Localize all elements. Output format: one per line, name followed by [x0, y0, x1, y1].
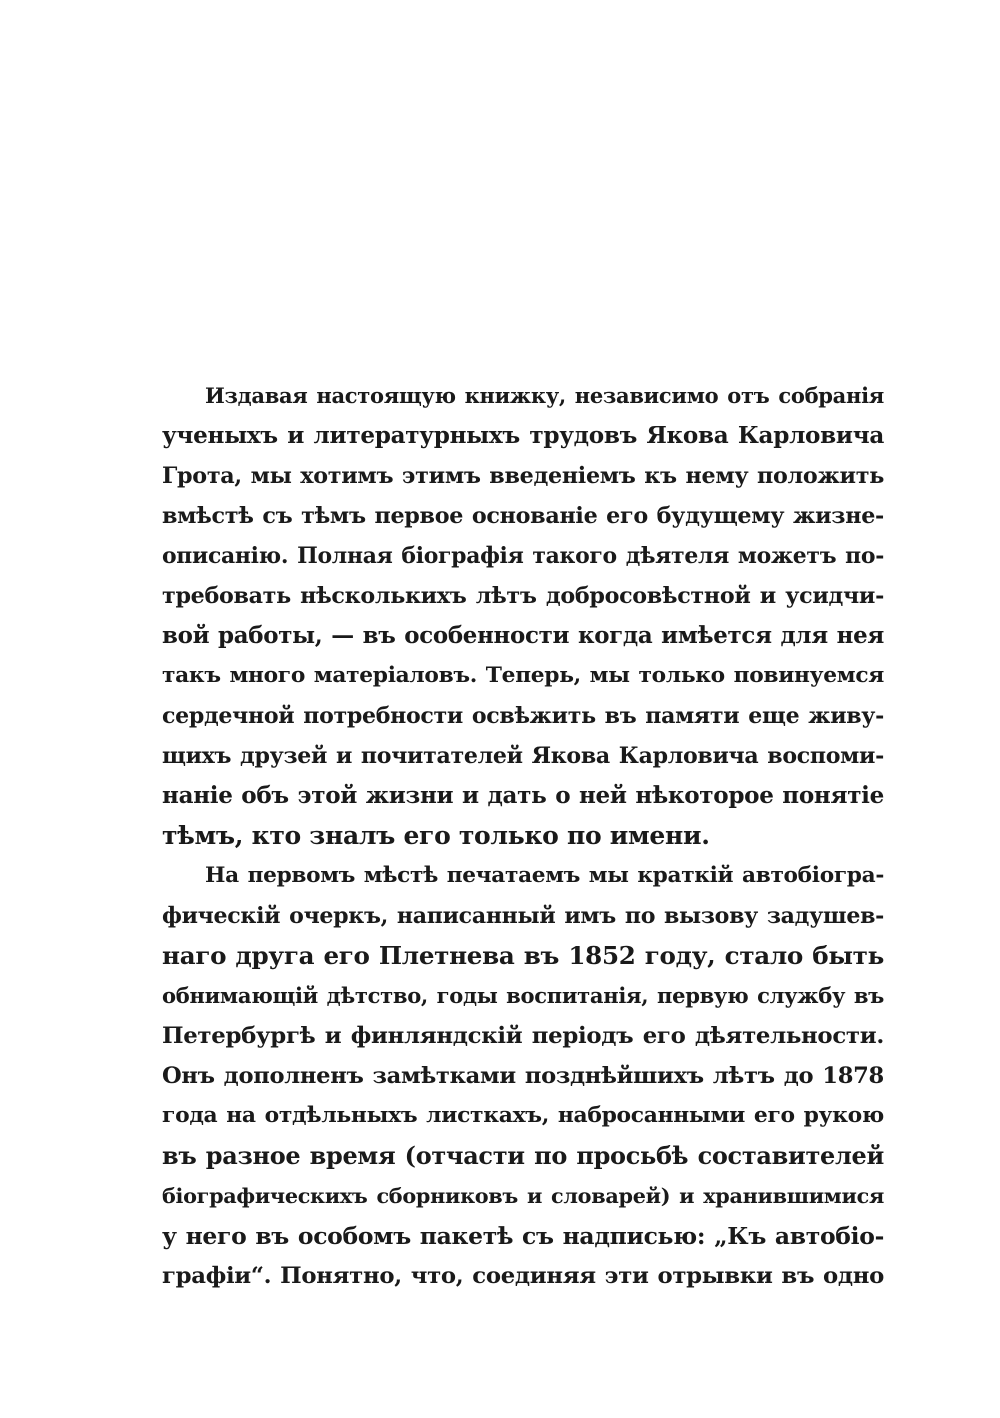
- text-line: описанію. Полная біографія такого дѣятеля можетъ по-: [162, 543, 884, 569]
- text-line: щихъ друзей и почитателей Якова Карловича воспоми-: [162, 743, 884, 769]
- text-line: требовать нѣсколькихъ лѣтъ добросовѣстной и усидчи-: [162, 583, 884, 609]
- text-line: На первомъ мѣстѣ печатаемъ мы краткій автобіогра-: [205, 863, 884, 888]
- text-line: наніе объ этой жизни и дать о ней нѣкоторое понятіе: [162, 782, 884, 809]
- text-line: тѣмъ, кто зналъ его только по имени.: [162, 821, 710, 850]
- text-line: такъ много матеріаловъ. Теперь, мы только повинуемся: [162, 663, 884, 688]
- text-line: ученыхъ и литературныхъ трудовъ Якова Карловича: [162, 422, 884, 449]
- text-line: въ разное время (отчасти по просьбѣ составителей: [162, 1141, 884, 1170]
- text-line: года на отдѣльныхъ листкахъ, набросанными его рукою: [162, 1103, 884, 1128]
- body-text: [162, 376, 884, 1296]
- paragraph-1: [162, 376, 884, 856]
- text-line: Онъ дополненъ замѣтками позднѣйшихъ лѣтъ до 1878: [162, 1063, 884, 1089]
- text-line: вмѣстѣ съ тѣмъ первое основаніе его будущему жизне-: [162, 503, 884, 529]
- text-line: сердечной потребности освѣжить въ памяти еще живу-: [162, 703, 884, 729]
- text-line: Петербургѣ и финляндскій періодъ его дѣятельности.: [162, 1023, 884, 1049]
- text-line: обнимающій дѣтство, годы воспитанія, первую службу въ: [162, 983, 884, 1008]
- text-line: графіи“. Понятно, что, соединяя эти отрывки въ одно: [162, 1263, 884, 1289]
- text-line: біографическихъ сборниковъ и словарей) и хранившимися: [162, 1184, 884, 1208]
- text-line: фическій очеркъ, написанный имъ по вызову задушев-: [162, 903, 884, 929]
- text-line: Грота, мы хотимъ этимъ введеніемъ къ нему положить: [162, 463, 884, 489]
- paragraph-2: [162, 856, 884, 1296]
- text-line: Издавая настоящую книжку, независимо отъ собранія: [205, 383, 884, 408]
- text-line: у него въ особомъ пакетѣ съ надписью: „Къ автобіо-: [162, 1222, 884, 1250]
- text-line: наго друга его Плетнева въ 1852 году, стало быть: [162, 941, 884, 970]
- text-line: вой работы, — въ особенности когда имѣется для нея: [162, 622, 884, 649]
